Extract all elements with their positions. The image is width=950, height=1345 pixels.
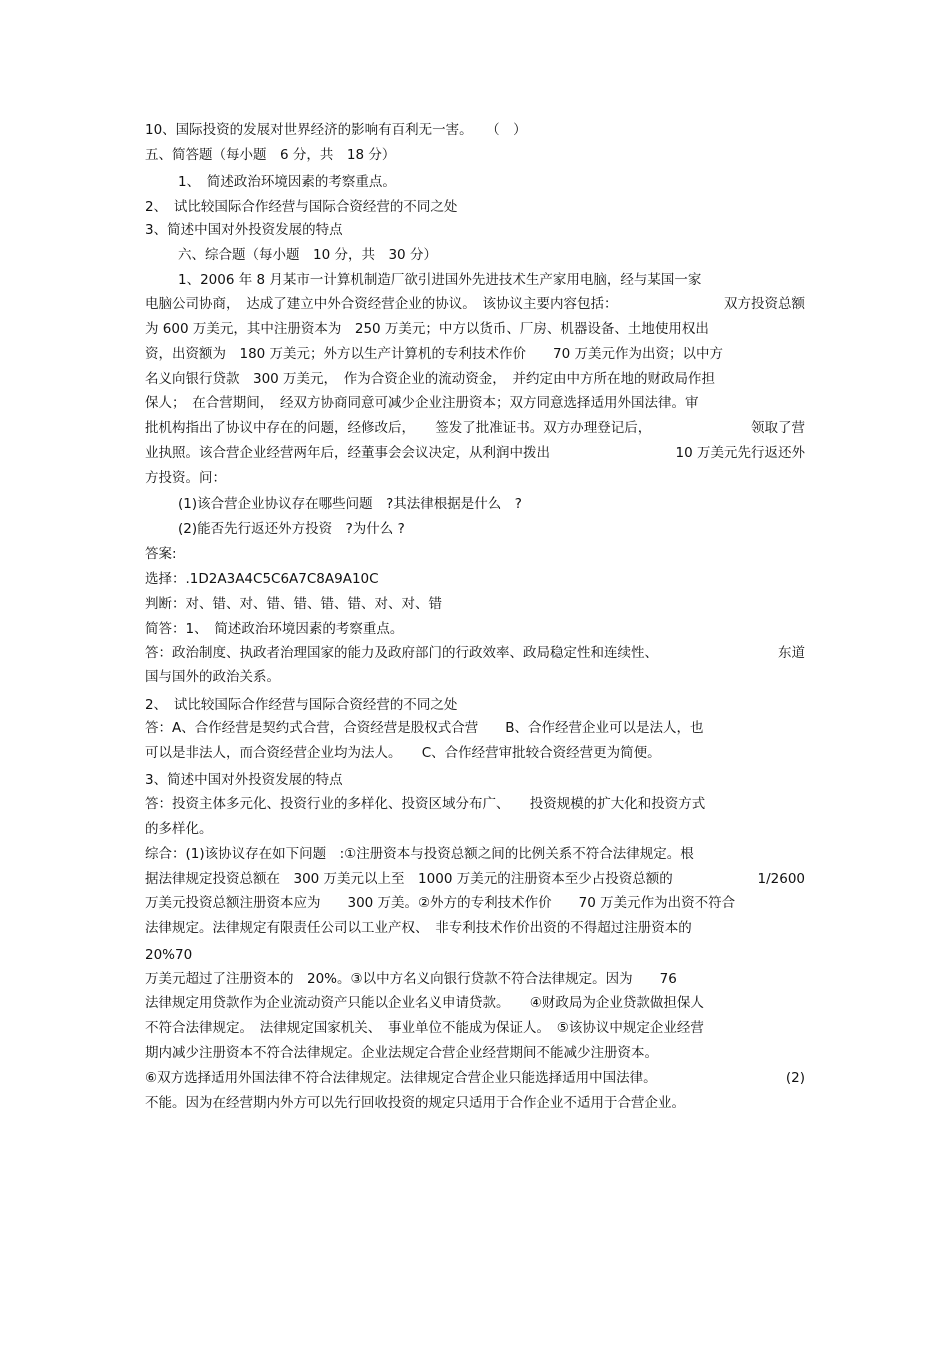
- case-question-1: (1)该合营企业协议存在哪些问题 ?其法律根据是什么 ?: [178, 496, 522, 512]
- answer-line: [145, 644, 805, 662]
- case-paragraph-line: 资，出资额为 180 万美元；外方以生产计算机的专利技术作价 70 万美元作为出资；以中方: [145, 346, 724, 362]
- judgment-answers: 判断：对、错、对、错、错、错、错、对、对、错: [145, 596, 442, 612]
- answer-line: 答：A、合作经营是契约式合营，合资经营是股权式合营 B、合作经营企业可以是法人，也: [145, 720, 704, 736]
- text-segment: 据法律规定投资总额在 300 万美元以上至 1000 万美元的注册资本至少占投资总额的: [145, 871, 673, 887]
- case-paragraph-line: 1、2006 年 8 月某市一计算机制造厂欲引进国外先进技术生产家用电脑，经与某国一家: [178, 272, 702, 288]
- answer-question-2: 2、 试比较国际合作经营与国际合资经营的不同之处: [145, 697, 458, 713]
- text-segment: 1/2600: [757, 871, 805, 887]
- answer-line: 答：投资主体多元化、投资行业的多样化、投资区域分布广、 投资规模的扩大化和投资方式: [145, 796, 706, 812]
- case-paragraph-line: 保人； 在合营期间， 经双方协商同意可减少企业注册资本；双方同意选择适用外国法律。审: [145, 395, 699, 411]
- text-segment: 10 万美元先行返还外: [675, 445, 805, 461]
- case-paragraph-line: [145, 295, 805, 313]
- comprehensive-answer-line: 不能。因为在经营期内外方可以先行回收投资的规定只适用于合作企业不适用于合营企业。: [145, 1095, 685, 1111]
- case-paragraph-line: 名义向银行贷款 300 万美元， 作为合资企业的流动资金， 并约定由中方所在地的财政局作担: [145, 371, 716, 387]
- text-segment: 批机构指出了协议中存在的问题，经修改后， 签发了批准证书。双方办理登记后，: [145, 420, 652, 436]
- text-segment: ⑥双方选择适用外国法律不符合法律规定。法律规定合营企业只能选择适用中国法律。: [145, 1070, 657, 1086]
- comprehensive-answer-line: 万美元投资总额注册资本应为 300 万美。②外方的专利技术作价 70 万美元作为出资不符合: [145, 895, 736, 911]
- answers-heading: 答案:: [145, 546, 177, 562]
- comprehensive-answer-line: 法律规定用贷款作为企业流动资产只能以企业名义申请贷款。 ④财政局为企业贷款做担保人: [145, 995, 704, 1011]
- answer-line: 的多样化。: [145, 821, 213, 837]
- case-paragraph-line: 为 600 万美元，其中注册资本为 250 万美元；中方以货币、厂房、机器设备、土地使用权出: [145, 321, 709, 337]
- text-segment: 业执照。该合营企业经营两年后，经董事会会议决定，从利润中拨出: [145, 445, 550, 461]
- text-segment: (2): [785, 1070, 805, 1086]
- comprehensive-answer-line: 法律规定。法律规定有限责任公司以工业产权、 非专利技术作价出资的不得超过注册资本的: [145, 920, 692, 936]
- section-5-heading: 五、简答题（每小题 6 分，共 18 分）: [145, 147, 396, 163]
- short-answer-heading: 简答：1、 简述政治环境因素的考察重点。: [145, 621, 404, 637]
- comprehensive-answer-line: 20%70: [145, 947, 193, 963]
- comprehensive-answer-line: 期内减少注册资本不符合法律规定。企业法规定合营企业经营期间不能减少注册资本。: [145, 1045, 658, 1061]
- text-segment: 东道: [778, 645, 805, 661]
- case-paragraph-line: 方投资。问：: [145, 470, 226, 486]
- case-question-2: (2)能否先行返还外方投资 ?为什么 ?: [178, 521, 405, 537]
- short-answer-q3: 3、简述中国对外投资发展的特点: [145, 222, 343, 238]
- text-segment: 电脑公司协商， 达成了建立中外合资经营企业的协议。 该协议主要内容包括：: [145, 296, 618, 312]
- comprehensive-answer-line: 万美元超过了注册资本的 20%。③以中方名义向银行贷款不符合法律规定。因为 76: [145, 971, 677, 987]
- answer-line: 国与国外的政治关系。: [145, 669, 280, 685]
- text-segment: 答：政治制度、执政者治理国家的能力及政府部门的行政效率、政局稳定性和连续性、: [145, 645, 658, 661]
- answer-question-3: 3、简述中国对外投资发展的特点: [145, 772, 343, 788]
- choice-answers: 选择：.1D2A3A4C5C6A7C8A9A10C: [145, 571, 379, 587]
- short-answer-q2: 2、 试比较国际合作经营与国际合资经营的不同之处: [145, 199, 458, 215]
- question-10-line: 10、国际投资的发展对世界经济的影响有百利无一害。 （ ）: [145, 122, 527, 138]
- short-answer-q1: 1、 简述政治环境因素的考察重点。: [178, 174, 396, 190]
- section-6-heading: 六、综合题（每小题 10 分，共 30 分）: [178, 247, 437, 263]
- case-paragraph-line: [145, 444, 805, 462]
- case-paragraph-line: [145, 419, 805, 437]
- text-segment: 领取了营: [751, 420, 805, 436]
- text-segment: 双方投资总额: [724, 296, 805, 312]
- comprehensive-answer-line: 不符合法律规定。 法律规定国家机关、 事业单位不能成为保证人。 ⑤该协议中规定企业经营: [145, 1020, 704, 1036]
- comprehensive-answer-line: [145, 1069, 805, 1087]
- comprehensive-answer-line: 综合：(1)该协议存在如下问题 :①注册资本与投资总额之间的比例关系不符合法律规定。根: [145, 846, 694, 862]
- comprehensive-answer-line: [145, 870, 805, 888]
- answer-line: 可以是非法人，而合资经营企业均为法人。 C、合作经营审批较合资经营更为简便。: [145, 745, 661, 761]
